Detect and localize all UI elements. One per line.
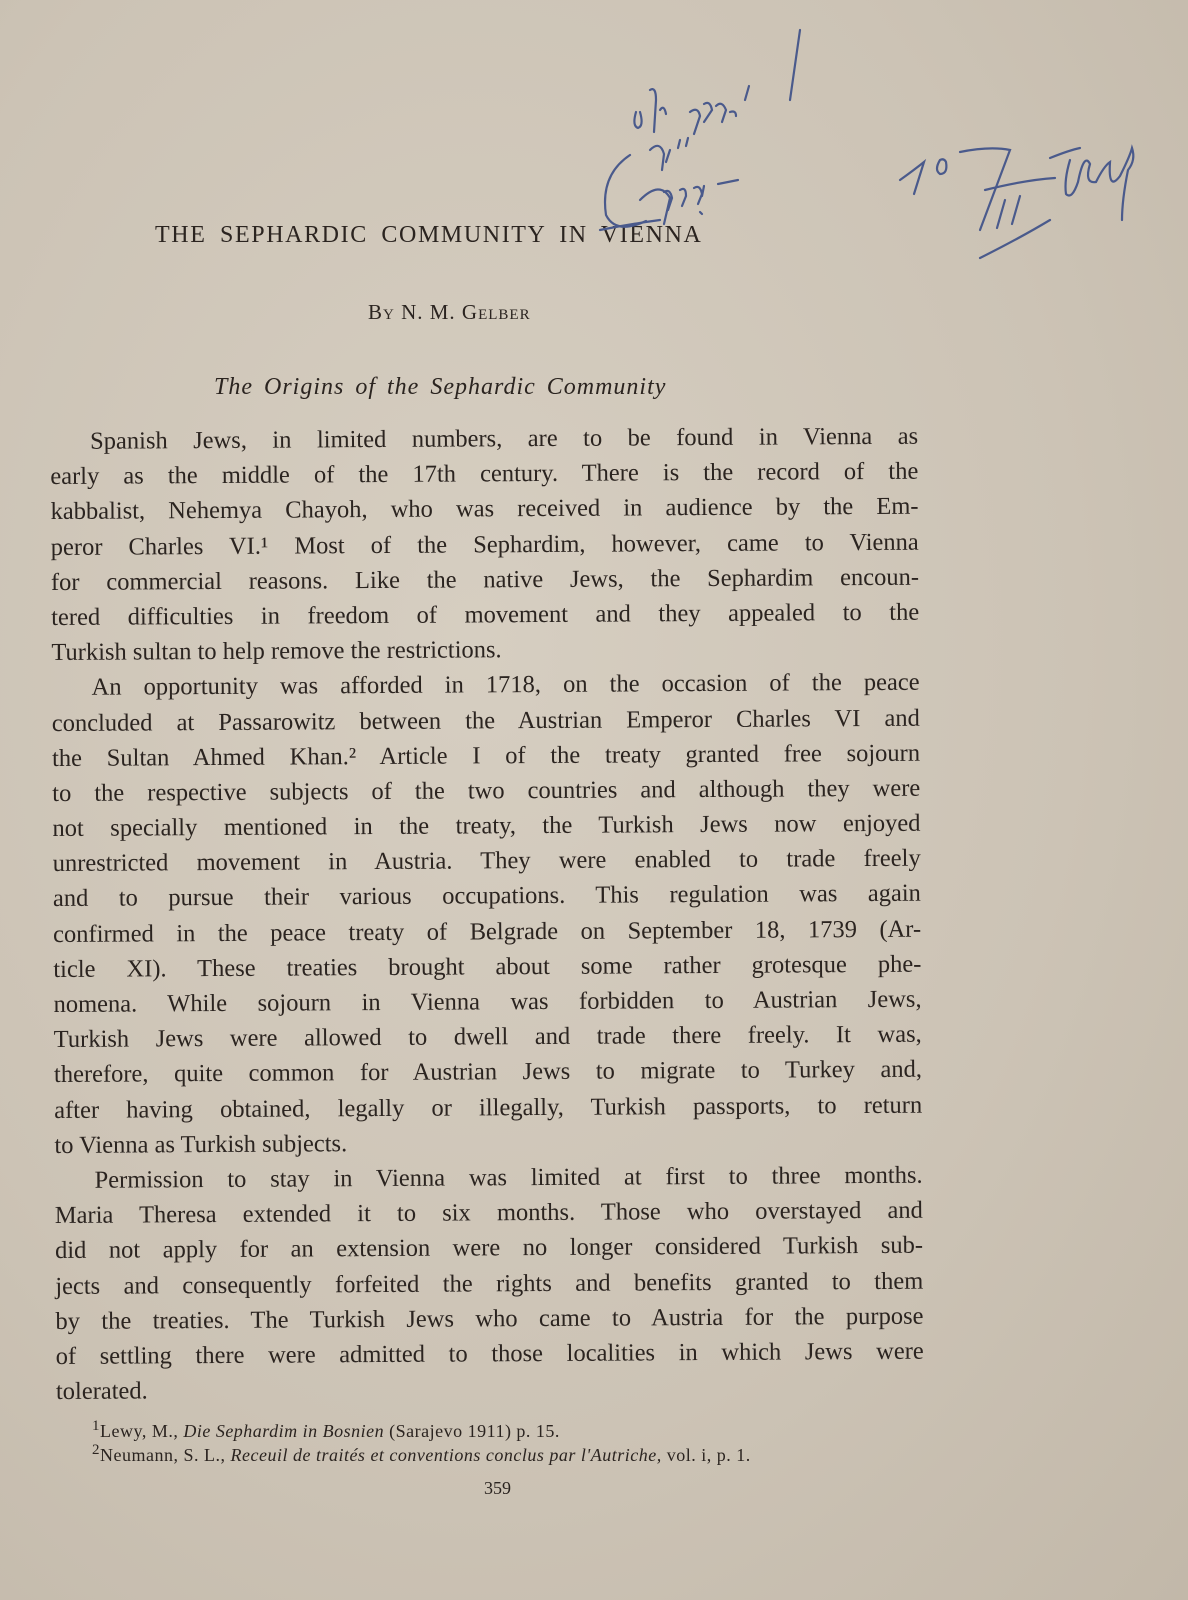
paragraph (55, 1158, 924, 1410)
article-title: THE SEPHARDIC COMMUNITY IN VIENNA (155, 222, 703, 248)
text-line: for commercial reasons. Like the native Jews, the Sephardim encoun- (50, 563, 920, 596)
text-line: concluded at Passarowitz between the Austrian Emperor Charles VI and (51, 704, 920, 737)
footnote-work: Receuil de traités et conventions conclus par l'Autriche, (230, 1445, 662, 1465)
text-line: An opportunity was afforded in 1718, on the occasion of the peace (91, 669, 920, 702)
page-number: 359 (484, 1478, 511, 1498)
footnote-2 (92, 1442, 751, 1466)
text-line: peror Charles VI.¹ Most of the Sephardim, however, came to Vienna (50, 528, 919, 561)
text-line: confirmed in the peace treaty of Belgrade on September 18, 1739 (Ar- (53, 915, 922, 948)
footnote-author: Lewy, M., (100, 1421, 184, 1441)
handwritten-annotation (0, 0, 1188, 300)
text-line: Spanish Jews, in limited numbers, are to be found in Vienna as (90, 422, 919, 455)
footnote-details: vol. i, p. 1. (661, 1445, 751, 1465)
article-body (50, 419, 924, 1410)
text-line: Turkish sultan to help remove the restrictions. (51, 636, 502, 667)
footnote-mark: 1 (92, 1418, 100, 1434)
text-line: not specially mentioned in the treaty, the Turkish Jews now enjoyed (52, 809, 921, 843)
paragraph (50, 419, 919, 671)
text-line: Permission to stay in Vienna was limited at first to three months. (94, 1161, 923, 1194)
text-line: early as the middle of the 17th century. There is the record of the (50, 457, 919, 491)
text-line: tolerated. (55, 1377, 148, 1406)
text-line: by the treaties. The Turkish Jews who came to Austria for the purpose (55, 1302, 924, 1335)
footnote-author: Neumann, S. L., (100, 1445, 231, 1465)
text-line: ticle XI). These treaties brought about some rather grotesque phe- (53, 950, 922, 983)
handwritten-hebrew-note (600, 30, 800, 230)
paragraph (52, 665, 923, 1163)
text-line: Maria Theresa extended it to six months. Those who overstayed and (54, 1196, 923, 1230)
footnote-work: Die Sephardim in Bosnien (183, 1421, 385, 1441)
text-line: to the respective subjects of the two countries and although they were (52, 774, 921, 807)
text-line: tered difficulties in freedom of movement and they appealed to the (51, 598, 920, 631)
footnote-mark: 2 (92, 1442, 100, 1458)
text-line: unrestricted movement in Austria. They were enabled to trade freely (52, 844, 921, 878)
text-line: of settling there were admitted to those localities in which Jews were (55, 1337, 924, 1370)
text-line: after having obtained, legally or illegally, Turkish passports, to return (54, 1091, 923, 1124)
text-line: the Sultan Ahmed Khan.² Article I of the treaty granted free sojourn (51, 739, 921, 772)
footnote-details: (Sarajevo 1911) p. 15. (384, 1421, 560, 1441)
text-line: and to pursue their various occupations. This regulation was again (52, 880, 921, 913)
text-line: to Vienna as Turkish subjects. (54, 1129, 348, 1159)
text-line: Turkish Jews were allowed to dwell and trade there freely. It was, (53, 1020, 922, 1054)
section-heading: The Origins of the Sephardic Community (214, 374, 667, 400)
article-byline: By N. M. Gelber (368, 300, 531, 324)
text-line: therefore, quite common for Austrian Jews to migrate to Turkey and, (53, 1056, 923, 1089)
text-line: kabbalist, Nehemya Chayoh, who was received in audience by the Em- (50, 493, 919, 526)
text-line: jects and consequently forfeited the rights and benefits granted to them (55, 1267, 924, 1300)
footnote-1 (92, 1418, 560, 1442)
text-line: nomena. While sojourn in Vienna was forbidden to Austrian Jews, (53, 985, 922, 1018)
handwritten-date (900, 148, 1133, 258)
text-line: did not apply for an extension were no longer considered Turkish sub- (54, 1231, 924, 1265)
